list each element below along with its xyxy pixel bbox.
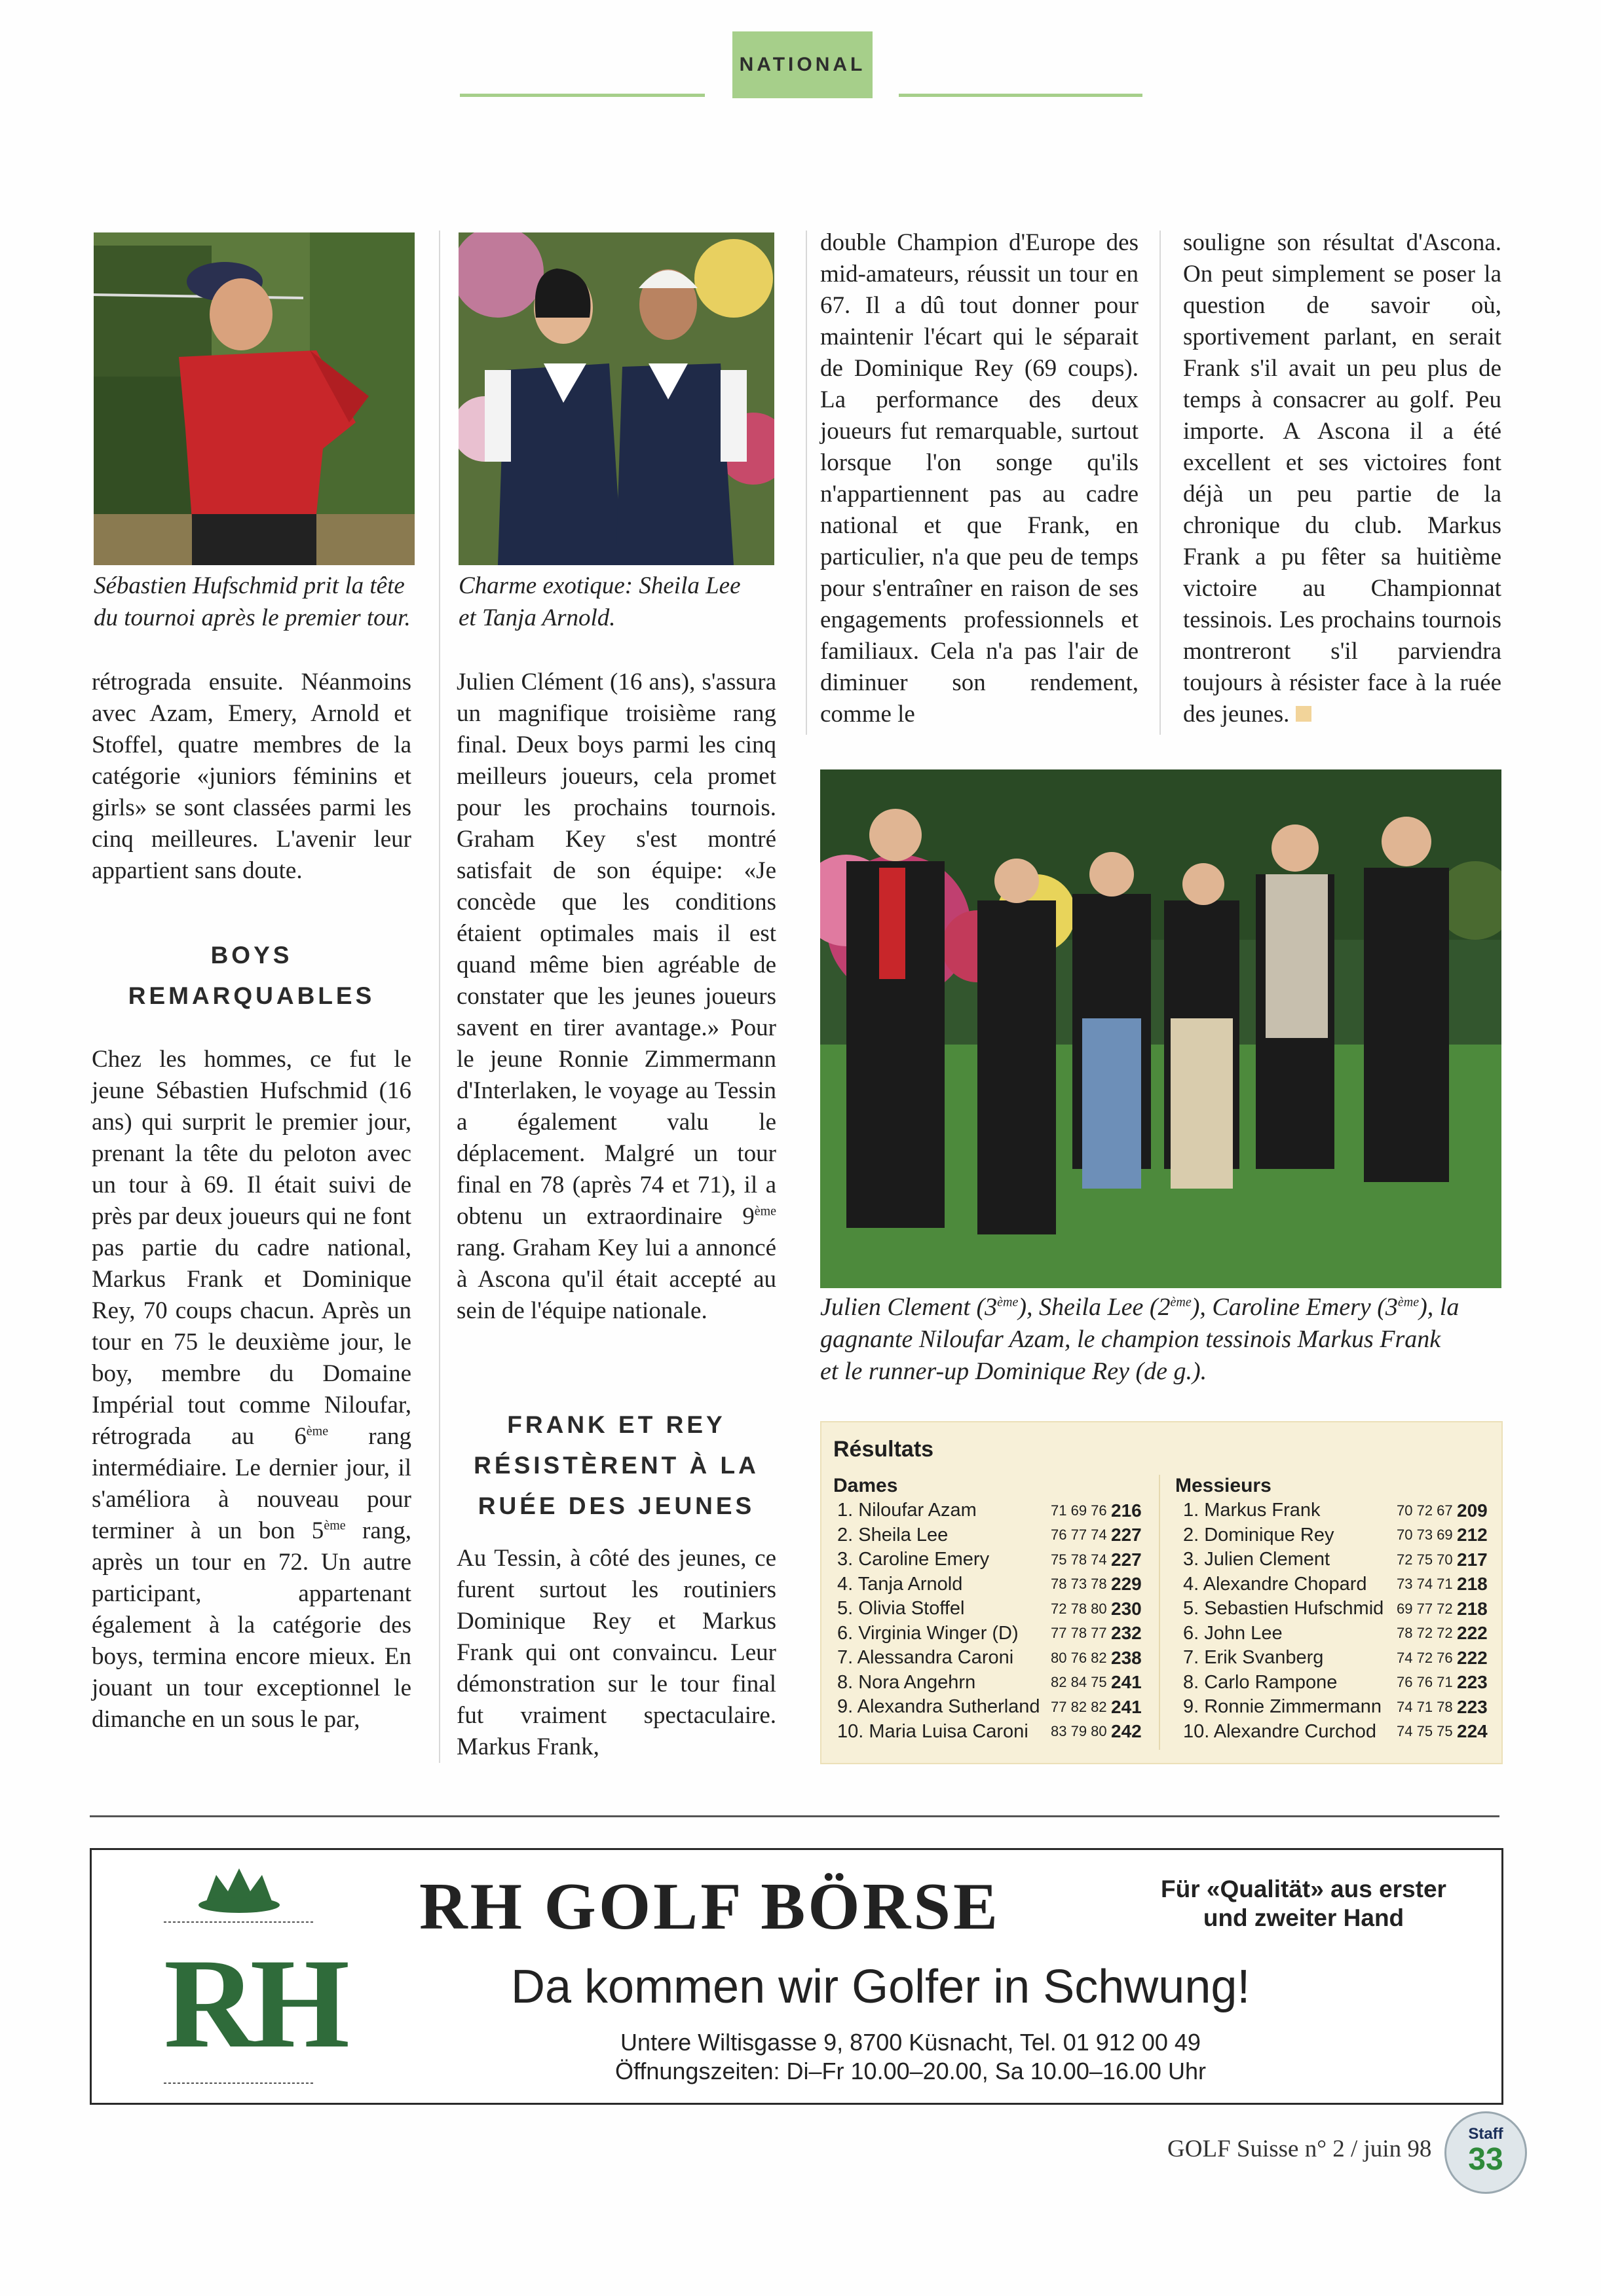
paragraph: double Champion d'Europe des mid-amateurs, réussit un tour en 67. Il a dû tout donner pour maintenir l'écart qui le séparait de Dominique Rey (69 coups). La performance des deux joueurs fut remarquable, surtout lorsque l'on songe qu'ils n'appartiennent pas au cadre national et que Frank, en particulier, n'a que peu de temps pour s'entraîner en raison de ses engagements professionnels et familiaux. Cela n'a pas l'air de diminuer son rendement, comme le xyxy=(820,229,1139,728)
round-scores: 80 76 82 xyxy=(1051,1649,1107,1666)
round-scores: 74 71 78 xyxy=(1397,1698,1453,1715)
text-run: Chez les hommes, ce fut le jeune Sébastien Hufschmid (16 ans) qui surprit le premier jour, prenant la tête du peloton avec un tour à 69. Il était suivi de près par deux joueurs qui ne font pas partie du cadre national, Markus Frank et Dominique Rey, 70 coups chacun. Après un tour en 75 le deuxième jour, le boy, membre du Domaine Impérial tout comme Niloufar, rétrograda au xyxy=(92,1046,411,1450)
player-name: 4. Tanja Arnold xyxy=(837,1573,963,1595)
photo-golfer xyxy=(94,232,415,565)
page-footer: GOLF Suisse n° 2 / juin 98 xyxy=(1167,2136,1432,2162)
total-score: 222 xyxy=(1457,1623,1488,1644)
heading-line: REMARQUABLES xyxy=(128,982,375,1009)
header-rule-right xyxy=(899,94,1142,97)
ad-separator xyxy=(90,1815,1499,1817)
results-row xyxy=(1183,1572,1488,1597)
caption-line: Charme exotique: Sheila Lee xyxy=(459,572,741,599)
round-scores: 72 78 80 xyxy=(1051,1600,1107,1617)
results-row xyxy=(837,1498,1142,1523)
caption-line: Sébastien Hufschmid prit la tête xyxy=(94,572,405,599)
total-score: 241 xyxy=(1111,1696,1142,1717)
player-name: 5. Olivia Stoffel xyxy=(837,1598,965,1620)
column-divider xyxy=(439,231,440,1763)
paragraph xyxy=(1183,227,1501,730)
page-badge xyxy=(1444,2111,1527,2194)
total-score: 217 xyxy=(1457,1549,1488,1570)
round-scores: 77 82 82 xyxy=(1051,1698,1107,1715)
end-mark xyxy=(1296,706,1311,722)
results-messieurs-list xyxy=(1183,1498,1488,1744)
player-name: 3. Caroline Emery xyxy=(837,1549,990,1570)
header-rule-left xyxy=(460,94,705,97)
column-3 xyxy=(820,227,1139,730)
player-name: 4. Alexandre Chopard xyxy=(1183,1573,1367,1595)
superscript: ème xyxy=(754,1204,776,1219)
player-name: 7. Alessandra Caroni xyxy=(837,1647,1014,1669)
caption-golfer xyxy=(94,570,421,634)
paragraph: Julien Clément (16 ans), s'assura un magnifique troisième rang final. Deux boys parmi les cinq meilleurs joueurs, cela promet pour les prochains tournois. Graham Key s'est montré satisfait de son équipe: «Je concède que les conditions étaient optimales mais il est quand même bien agréable de constater que les jeunes joueurs savent en tirer avantage.» Pour le jeune Ronnie Zimmermann d'Interlaken, le voyage au Tessin a également valu le déplacement. Malgré un tour final en 78 (après 74 et 71), il a obtenu un extraordinaire 9ème rang. Graham Key lui a annoncé à Ascona qu'il était accepté au sein de l'équipe nationale. xyxy=(457,669,776,1324)
total-score: 227 xyxy=(1111,1549,1142,1570)
ad-logo xyxy=(151,1862,343,2091)
caption-group xyxy=(820,1291,1515,1388)
results-messieurs-label: Messieurs xyxy=(1175,1475,1271,1496)
caption-two-girls xyxy=(459,570,786,634)
section-label: NATIONAL xyxy=(732,31,873,98)
group-image xyxy=(820,769,1501,1288)
superscript: ème xyxy=(306,1424,329,1439)
superscript: ème xyxy=(324,1518,346,1533)
results-row xyxy=(837,1572,1142,1597)
superscript: ème xyxy=(1170,1295,1192,1310)
paragraph: Chez les hommes, ce fut le jeune Sébastien Hufschmid (16 ans) qui surprit le premier jour, prenant la tête du peloton avec un tour à 69. Il était suivi de près par deux joueurs qui ne font pas partie du cadre national, Markus Frank et Dominique Rey, 70 coups chacun. Après un tour en 75 le deuxième jour, le boy, membre du Domaine Impérial tout comme Niloufar, rétrograda au 6ème rang intermédiaire. Le dernier jour, il s'améliora à nouveau pour terminer à un bon 5ème rang, après un tour en 72. Un autre participant, appartenant également à la catégorie des boys, termina encore mieux. En jouant un tour exceptionnel le dimanche en un sous le par, xyxy=(92,1046,412,1733)
results-row xyxy=(1183,1720,1488,1745)
round-scores: 70 72 67 xyxy=(1397,1502,1453,1519)
text-run: rang intermédiaire. Le dernier jour, il s'améliora à nouveau pour terminer à un bon xyxy=(92,1423,412,1544)
text-run: ), la xyxy=(1419,1293,1460,1321)
two-girls-image xyxy=(459,232,774,565)
text-run: ), Sheila Lee (2 xyxy=(1018,1293,1171,1321)
round-scores: 72 75 70 xyxy=(1397,1551,1453,1568)
results-row xyxy=(1183,1547,1488,1572)
results-row xyxy=(1183,1695,1488,1720)
total-score: 230 xyxy=(1111,1598,1142,1619)
advertisement-rh-golf-borse xyxy=(90,1848,1503,2105)
photo-group xyxy=(820,769,1501,1288)
results-row xyxy=(1183,1523,1488,1548)
paragraph: rétrograda ensuite. Néanmoins avec Azam, Emery, Arnold et Stoffel, quatre membres de la catégorie «juniors féminins et girls» se sont classées parmi les cinq meilleures. L'avenir leur appartient sans doute. xyxy=(92,669,411,884)
heading-line: RUÉE DES JEUNES xyxy=(478,1492,755,1519)
player-name: 6. John Lee xyxy=(1183,1622,1283,1644)
player-name: 10. Maria Luisa Caroni xyxy=(837,1720,1028,1742)
results-row xyxy=(1183,1498,1488,1523)
round-scores: 70 73 69 xyxy=(1397,1527,1453,1544)
column-divider xyxy=(806,231,807,735)
total-score: 212 xyxy=(1457,1525,1488,1546)
caption-line: du tournoi après le premier tour. xyxy=(94,604,411,631)
tagline-line: und zweiter Hand xyxy=(1203,1904,1404,1931)
total-score: 223 xyxy=(1457,1696,1488,1717)
round-scores: 74 75 75 xyxy=(1397,1723,1453,1740)
results-divider xyxy=(1159,1475,1160,1750)
total-score: 242 xyxy=(1111,1721,1142,1742)
column-2-body xyxy=(457,1543,776,1763)
round-scores: 82 84 75 xyxy=(1051,1674,1107,1691)
results-row xyxy=(1183,1671,1488,1695)
total-score: 218 xyxy=(1457,1598,1488,1619)
column-divider xyxy=(1159,231,1161,735)
round-scores: 78 72 72 xyxy=(1397,1625,1453,1642)
text-run: rang. Graham Key lui a annoncé à Ascona qu'il était accepté au sein de l'équipe nationale. xyxy=(457,1234,776,1324)
results-dames-list xyxy=(837,1498,1142,1744)
results-row xyxy=(837,1671,1142,1695)
total-score: 232 xyxy=(1111,1623,1142,1644)
column-4 xyxy=(1183,227,1501,730)
text-run: rang, après un tour en 72. Un autre participant, appartenant également à la catégorie des boys, termina encore mieux. En jouant un tour exceptionnel le dimanche en un sous le par, xyxy=(92,1517,412,1733)
round-scores: 69 77 72 xyxy=(1397,1600,1453,1617)
results-box xyxy=(820,1421,1503,1764)
caption-line: gagnante Niloufar Azam, le champion tessinois Markus Frank xyxy=(820,1325,1441,1353)
player-name: 7. Erik Svanberg xyxy=(1183,1647,1324,1669)
ad-hours: Öffnungszeiten: Di–Fr 10.00–20.00, Sa 10.00–16.00 Uhr xyxy=(615,2058,1206,2084)
caption-line: et le runner-up Dominique Rey (de g.). xyxy=(820,1358,1207,1385)
page-number: 33 xyxy=(1468,2142,1503,2177)
player-name: 8. Nora Angehrn xyxy=(837,1671,976,1693)
player-name: 5. Sebastien Hufschmid xyxy=(1183,1598,1384,1620)
player-name: 9. Ronnie Zimmermann xyxy=(1183,1696,1382,1718)
ad-tagline xyxy=(1120,1875,1487,1933)
total-score: 229 xyxy=(1111,1574,1142,1595)
results-row xyxy=(837,1720,1142,1745)
round-scores: 73 74 71 xyxy=(1397,1576,1453,1593)
heading-line: RÉSISTÈRENT À LA xyxy=(474,1452,759,1479)
results-row xyxy=(1183,1646,1488,1671)
total-score: 238 xyxy=(1111,1647,1142,1668)
heading-frank-et-rey xyxy=(457,1405,776,1527)
total-score: 223 xyxy=(1457,1672,1488,1693)
round-scores: 83 79 80 xyxy=(1051,1723,1107,1740)
results-row xyxy=(1183,1621,1488,1646)
column-1-top xyxy=(92,667,411,887)
results-row xyxy=(837,1621,1142,1646)
superscript: ème xyxy=(997,1295,1019,1310)
column-2-top xyxy=(457,667,776,1327)
player-name: 3. Julien Clement xyxy=(1183,1549,1330,1570)
text-run: Julien Clement (3 xyxy=(820,1293,998,1321)
ad-slogan: Da kommen wir Golfer in Schwung! xyxy=(511,1961,1251,2013)
total-score: 224 xyxy=(1457,1721,1488,1742)
total-score: 218 xyxy=(1457,1574,1488,1595)
text-run: souligne son résultat d'Ascona. On peut simplement se poser la question de savoir où, sportivement parlant, en serait Frank s'il avait un peu plus de temps à consacrer au golf. Peu importe. A Ascona il a été excellent et ses victoires font déjà un peu partie de la chronique du club. Markus Frank a pu fêter sa huitième victoire au Championnat tessinois. Les prochains tournois montreront s'il parviendra toujours à résister face à la ruée des jeunes. xyxy=(1183,229,1501,728)
player-name: 6. Virginia Winger (D) xyxy=(837,1622,1019,1644)
text-run: Julien Clément (16 ans), s'assura un magnifique troisième rang final. Deux boys parmi les cinq meilleurs joueurs, cela promet pour les prochains tournois. Graham Key s'est montré satisfait de son équipe: «Je concède que les conditions étaient optimales mais il est quand même bien agréable de constater que les jeunes joueurs savent en tirer avantage.» Pour le jeune Ronnie Zimmermann d'Interlaken, le voyage au Tessin a également valu le déplacement. Malgré un tour final en 78 (après 74 et 71), il a obtenu un extraordinaire xyxy=(457,669,776,1230)
total-score: 216 xyxy=(1111,1500,1142,1521)
superscript: ème xyxy=(1397,1295,1420,1310)
results-row xyxy=(1183,1597,1488,1621)
player-name: 8. Carlo Rampone xyxy=(1183,1671,1338,1693)
ad-address: Untere Wiltisgasse 9, 8700 Küsnacht, Tel. 01 912 00 49 xyxy=(620,2029,1201,2056)
heading-boys-remarquables xyxy=(92,935,411,1016)
caption-line: et Tanja Arnold. xyxy=(459,604,616,631)
round-scores: 77 78 77 xyxy=(1051,1625,1107,1642)
total-score: 227 xyxy=(1111,1525,1142,1546)
ad-contact xyxy=(550,2028,1271,2086)
results-row xyxy=(837,1547,1142,1572)
results-row xyxy=(837,1646,1142,1671)
round-scores: 78 73 78 xyxy=(1051,1576,1107,1593)
total-score: 209 xyxy=(1457,1500,1488,1521)
player-name: 10. Alexandre Curchod xyxy=(1183,1720,1377,1742)
total-score: 222 xyxy=(1457,1647,1488,1668)
paragraph: Au Tessin, à côté des jeunes, ce furent surtout les routiniers Dominique Rey et Markus Frank qui ont convaincu. Leur démonstration sur le tour final fut vraiment spectaculaire. Markus Frank, xyxy=(457,1545,776,1760)
heading-line: BOYS xyxy=(210,942,293,969)
round-scores: 74 72 76 xyxy=(1397,1649,1453,1666)
player-name: 9. Alexandra Sutherland xyxy=(837,1696,1040,1718)
caption-line xyxy=(820,1291,1515,1324)
results-row xyxy=(837,1523,1142,1548)
total-score: 241 xyxy=(1111,1672,1142,1693)
player-name: 2. Sheila Lee xyxy=(837,1524,949,1546)
results-row xyxy=(837,1597,1142,1621)
heading-line: FRANK ET REY xyxy=(507,1411,726,1438)
column-1-body xyxy=(92,1044,411,1735)
text-run: ), Caroline Emery (3 xyxy=(1191,1293,1398,1321)
player-name: 1. Niloufar Azam xyxy=(837,1500,977,1521)
logo-monogram: RH xyxy=(164,1933,343,2075)
round-scores: 71 69 76 xyxy=(1051,1502,1107,1519)
results-row xyxy=(837,1695,1142,1720)
player-name: 2. Dominique Rey xyxy=(1183,1524,1334,1546)
results-title: Résultats xyxy=(833,1437,934,1462)
player-name: 1. Markus Frank xyxy=(1183,1500,1321,1521)
photo-two-girls xyxy=(459,232,774,565)
tagline-line: Für «Qualität» aus erster xyxy=(1161,1876,1446,1902)
results-dames-label: Dames xyxy=(833,1475,898,1496)
golfer-image xyxy=(94,232,415,565)
round-scores: 76 77 74 xyxy=(1051,1527,1107,1544)
badge-label: Staff xyxy=(1468,2125,1503,2143)
round-scores: 75 78 74 xyxy=(1051,1551,1107,1568)
round-scores: 76 76 71 xyxy=(1397,1674,1453,1691)
ad-brand: RH GOLF BÖRSE xyxy=(419,1870,1001,1944)
